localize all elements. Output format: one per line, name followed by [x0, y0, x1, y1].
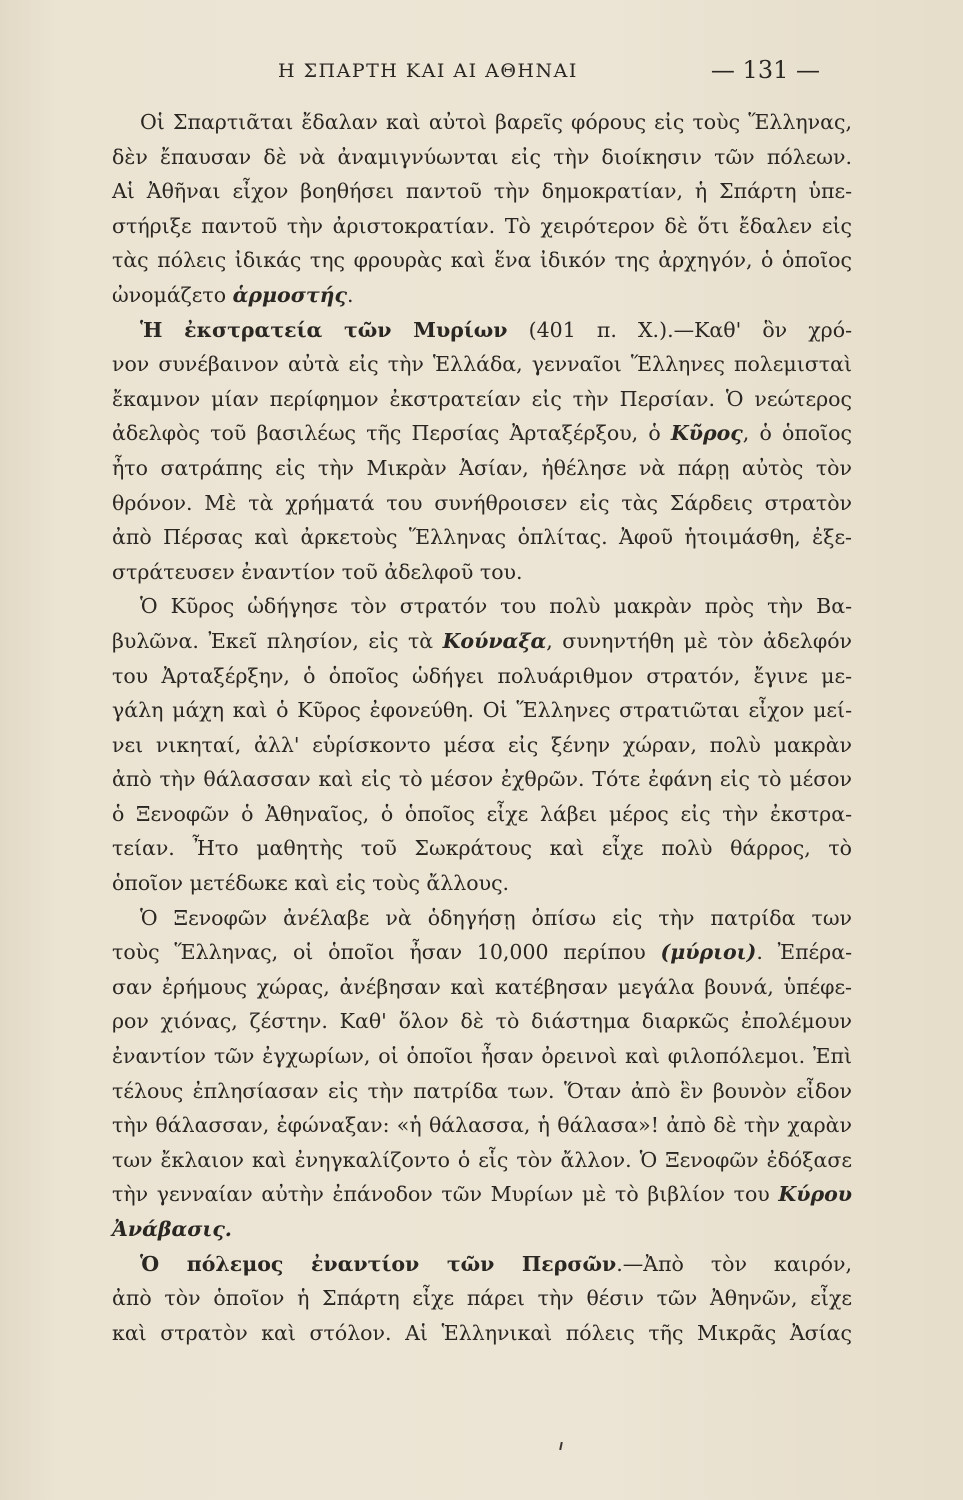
running-title: Η ΣΠΑΡΤΗ ΚΑΙ ΑΙ ΑΘΗΝΑΙ [278, 60, 578, 82]
text-line [112, 1212, 852, 1247]
text-run: βυλῶνα. Ἐκεῖ πλησίον, εἰς τὰ [112, 628, 443, 653]
text-line: νει νικηταί, ἀλλ' εὑρίσκοντο μέσα εἰς ξένην χώραν, πολὺ μακρὰν [112, 732, 852, 757]
text-line: ἀπὸ τὴν θάλασσαν καὶ εἰς τὸ μέσον ἐχθρῶν. Τότε ἐφάνη εἰς τὸ μέσον [112, 767, 852, 792]
term-cunaxa: Κούναξα [442, 628, 547, 653]
section-heading: Ὁ πόλεμος ἐναντίον τῶν Περσῶν [140, 1251, 617, 1276]
text-line: ρον χιόνας, ζέστην. Καθ' ὅλον δὲ τὸ διάστημα διαρκῶς ἐπολέμουν [112, 1009, 852, 1034]
text-run: . [347, 282, 354, 307]
text-run: τὴν γενναίαν αὐτὴν ἐπάνοδον τῶν Μυρίων μὲ τὸ βιβλίον του [112, 1182, 779, 1207]
text-line: ἐναντίον τῶν ἐγχωρίων, οἱ ὁποῖοι ἦσαν ὀρεινοὶ καὶ φιλοπόλεμοι. Ἐπὶ [112, 1044, 852, 1069]
text-line: του Ἀρταξέρξην, ὁ ὁποῖος ὡδήγει πολυάριθμον στρατόν, ἔγινε με- [112, 663, 852, 688]
text-run: ἀδελφὸς τοῦ βασιλέως τῆς Περσίας Ἀρταξέρξου, ὁ [112, 421, 671, 446]
text-line: των ἔκλαιον καὶ ἐνηγκαλίζοντο ὁ εἷς τὸν ἄλλον. Ὁ Ξενοφῶν ἐδόξασε [112, 1147, 852, 1172]
paragraph-return [112, 901, 852, 1247]
section-heading: Ἡ ἐκστρατεία τῶν Μυρίων [140, 317, 508, 342]
text-line: στήριξε παντοῦ τὴν ἀριστοκρατίαν. Τὸ χειρότερον δὲ ὅτι ἔδαλεν εἰς [112, 213, 852, 238]
ink-speck [559, 1442, 563, 1450]
text-line [112, 313, 852, 348]
paragraph-persian-war [112, 1247, 852, 1351]
text-line: ἀπὸ Πέρσας καὶ ἀρκετοὺς Ἕλληνας ὁπλίτας. Ἀφοῦ ἡτοιμάσθη, ἐξε- [112, 525, 852, 550]
text-run: (401 π. Χ.).—Καθ' ὃν χρό- [507, 317, 853, 342]
text-line: Ὁ Ξενοφῶν ἀνέλαβε νὰ ὁδηγήσῃ ὀπίσω εἰς τὴν πατρίδα των [140, 905, 852, 930]
text-run: .—Ἀπὸ τὸν καιρόν, [616, 1251, 852, 1276]
text-run: . Ἐπέρα- [756, 940, 853, 965]
text-line: θρόνον. Μὲ τὰ χρήματά του συνήθροισεν εἰς τὰς Σάρδεις στρατὸν [112, 490, 852, 515]
text-line: Ὁ Κῦρος ὡδήγησε τὸν στρατόν του πολὺ μακρὰν πρὸς τὴν Βα- [140, 594, 852, 619]
text-line: τείαν. Ἦτο μαθητὴς τοῦ Σωκράτους καὶ εἶχε πολὺ θάρρος, τὸ [112, 836, 852, 861]
text-run: τοὺς Ἕλληνας, οἱ ὁποῖοι ἦσαν 10,000 περίπου [112, 940, 661, 965]
text-line: σαν ἐρήμους χώρας, ἀνέβησαν καὶ κατέβησαν μεγάλα βουνά, ὑπέφε- [112, 974, 852, 999]
term-harmost: ἁρμοστής [232, 282, 348, 307]
text-line: τέλους ἐπλησίασαν εἰς τὴν πατρίδα των. Ὅταν ἀπὸ ἓν βουνὸν εἶδον [112, 1078, 852, 1103]
text-line [112, 278, 852, 313]
book-title-cyrus: Κύρου [778, 1182, 852, 1207]
paragraph-cunaxa [112, 589, 852, 900]
text-line: Αἱ Ἀθῆναι εἶχον βοηθήσει παντοῦ τὴν δημοκρατίαν, ἡ Σπάρτη ὑπε- [112, 179, 852, 204]
page-number: — 131 — [710, 56, 820, 84]
text-line: γάλη μάχη καὶ ὁ Κῦρος ἐφονεύθη. Οἱ Ἕλληνες στρατιῶται εἶχον μεί- [112, 698, 852, 723]
text-line [112, 935, 852, 970]
term-myrioi: (μύριοι) [660, 940, 757, 965]
text-line: ἀπὸ τὸν ὁποῖον ἡ Σπάρτη εἶχε πάρει τὴν θέσιν τῶν Ἀθηνῶν, εἶχε [112, 1286, 852, 1311]
page-body [112, 105, 852, 1350]
text-line: ἔκαμνον μίαν περίφημον ἐκστρατείαν εἰς τὴν Περσίαν. Ὁ νεώτερος [112, 386, 852, 411]
text-line: στράτευσεν ἐναντίον τοῦ ἀδελφοῦ του. [112, 559, 523, 584]
text-run: , ὁ ὁποῖος [742, 421, 852, 446]
text-line: νον συνέβαινον αὐτὰ εἰς τὴν Ἑλλάδα, γενναῖοι Ἕλληνες πολεμισταὶ [112, 352, 852, 377]
text-line: τὰς πόλεις ἰδικάς της φρουρὰς καὶ ἕνα ἰδικόν της ἀρχηγόν, ὁ ὁποῖος [112, 248, 852, 273]
text-line [112, 1177, 852, 1212]
text-line: δὲν ἔπαυσαν δὲ νὰ ἀναμιγνύωνται εἰς τὴν διοίκησιν τῶν πόλεων. [112, 144, 852, 169]
book-title-anabasis: Ἀνάβασις. [112, 1217, 232, 1241]
text-line [112, 1247, 852, 1282]
text-line: Οἱ Σπαρτιᾶται ἔδαλαν καὶ αὐτοὶ βαρεῖς φόρους εἰς τοὺς Ἕλληνας, [140, 110, 852, 134]
page-header [250, 56, 820, 90]
paragraph-ten-thousand [112, 313, 852, 590]
text-line: τὴν θάλασσαν, ἐφώναξαν: «ἡ θάλασσα, ἡ θάλασα»! ἀπὸ δὲ τὴν χαρὰν [112, 1113, 852, 1138]
text-line: ὁποῖον μετέδωκε καὶ εἰς τοὺς ἄλλους. [112, 871, 510, 896]
text-line: ὁ Ξενοφῶν ὁ Ἀθηναῖος, ὁ ὁποῖος εἶχε λάβει μέρος εἰς τὴν ἐκστρα- [112, 801, 852, 826]
text-line: καὶ στρατὸν καὶ στόλον. Αἱ Ἑλληνικαὶ πόλεις τῆς Μικρᾶς Ἀσίας [112, 1320, 852, 1345]
text-line [112, 624, 852, 659]
text-line: ἦτο σατράπης εἰς τὴν Μικρὰν Ἀσίαν, ἠθέλησε νὰ πάρῃ αὐτὸς τὸν [112, 455, 852, 480]
text-line [112, 416, 852, 451]
paragraph-spartan-rule [112, 105, 852, 313]
term-cyrus: Κῦρος [670, 421, 743, 446]
text-run: ὠνομάζετο [112, 282, 233, 307]
text-run: , συνηντήθη μὲ τὸν ἀδελφόν [546, 628, 853, 653]
